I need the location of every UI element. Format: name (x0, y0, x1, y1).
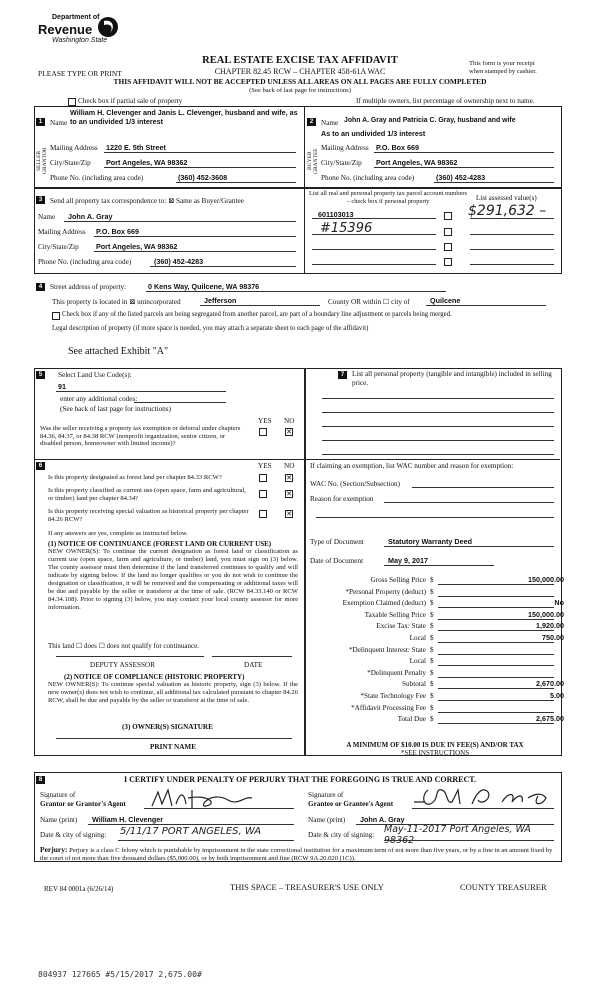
money-row-label: Local (409, 634, 426, 642)
dor-swirl-icon (96, 15, 120, 39)
multiple-owners-note: If multiple owners, list percentage of ownership next to name. (356, 97, 535, 105)
segregated-checkbox[interactable] (52, 312, 60, 320)
street-label: Street address of property: (50, 283, 127, 291)
parcel-handwritten: #15396 (320, 221, 373, 236)
rev-number: REV 84 0001a (6/26/14) (44, 885, 114, 893)
see-back-header: (See back of last page for instructions) (249, 87, 351, 94)
parcels-heading: List all real and personal property tax parcel account numbers – check box if personal property (308, 190, 468, 205)
buyer-name-label: Name (321, 119, 339, 127)
money-row-label: *State Technology Fee (360, 692, 426, 700)
grantee-name-value[interactable]: John A. Gray (360, 815, 405, 824)
current-use-no-checkbox[interactable]: ✕ (286, 490, 292, 498)
money-row-value[interactable]: 150,000.00 (528, 609, 564, 619)
money-row-value[interactable]: 150,000.00 (528, 575, 564, 584)
land-use-see-back: (See back of last page for instructions) (60, 405, 171, 413)
buyer-city-label: City/State/Zip (321, 159, 362, 167)
perjury-text: Perjury is a class C felony which is punishable by imprisonment in the state correctional institution for a maximum term of not more than five years, or by a fine in an amount fixed by the court of not more than five thousand dollars ($5,000.00), or by both imprisonment and fine (RCW 9A.20.020 (1C)). (40, 847, 553, 862)
personal-property-checkbox-2[interactable] (444, 228, 452, 236)
money-row-value[interactable]: No (554, 598, 564, 608)
money-row-dollar: $ (430, 715, 434, 724)
receipt-stamp: 804937 127665 #5/15/2017 2,675.00# (38, 970, 202, 979)
certify-text: I CERTIFY UNDER PENALTY OF PERJURY THAT THE FOREGOING IS TRUE AND CORRECT. (123, 775, 476, 784)
additional-codes-label: enter any additional codes: (60, 395, 138, 403)
money-row-value[interactable]: 2,675.00 (536, 714, 564, 724)
county-label: County OR within ☐ city of (328, 298, 410, 306)
seller-phone-value[interactable]: (360) 452-3608 (178, 173, 228, 182)
money-row-label: Local (409, 657, 426, 666)
exemption-question: Was the seller receiving a property tax exemption or deferral under chapters 84.36, 84.37, or 84.38 RCW (nonprofit organization, senior citizen, or disabled person, homeowner with limited income)? (40, 425, 241, 447)
forest-yes-checkbox[interactable] (259, 474, 267, 482)
assessed-heading: List assessed value(s) (476, 194, 537, 202)
wac-label: WAC No. (Section/Subsection) (310, 480, 401, 488)
land-use-label: Select Land Use Code(s): (58, 371, 132, 379)
exemption-no-checkbox[interactable]: ✕ (286, 428, 292, 436)
grantor-name-value[interactable]: William H. Clevenger (92, 815, 164, 824)
section-4-badge: 4 (36, 283, 45, 291)
section-7-badge: 7 (338, 371, 347, 379)
seller-phone-label: Phone No. (including area code) (50, 174, 144, 182)
corr-mail-label: Mailing Address (38, 228, 86, 236)
buyer-mail-value[interactable]: P.O. Box 669 (376, 143, 420, 152)
receipt-note-1: This form is your receipt (469, 60, 535, 67)
print-name-label: PRINT NAME (150, 743, 196, 751)
correspondence-heading: Send all property tax correspondence to: ⊠ Same as Buyer/Grantee (50, 197, 244, 205)
buyer-name-value-2[interactable]: As to an undivided 1/3 interest (321, 129, 426, 138)
county-treasurer: COUNTY TREASURER (460, 882, 547, 892)
section-1-badge: 1 (36, 118, 45, 126)
money-row-label: Subtotal (402, 680, 426, 689)
please-type: PLEASE TYPE OR PRINT (38, 69, 122, 78)
money-row-dollar: $ (430, 703, 434, 712)
washington-state: Washington State (52, 37, 108, 44)
money-row-label: Exemption Claimed (deduct) (342, 599, 426, 608)
money-row-dollar: $ (430, 668, 434, 677)
grantor-sig-label-1: Signature of (40, 791, 76, 799)
legal-description-label: Legal description of property (if more space is needed, you may attach a separate sheet to each page of the affidavit) (52, 325, 369, 332)
money-row-label: Excise Tax: State (376, 622, 426, 631)
grantee-name-label: Name (print) (308, 816, 346, 824)
s5-yes: YES (258, 417, 272, 425)
notice-continuance-body: NEW OWNER(S): To continue the current designation as forest land or classification as current use (open space, farm and agriculture, or timber) land, you must sign on (3) below. The county assessor must then determine if the land transferred continues to qualify and will indicate by signing below. If the land no longer qualifies or you do not wish to continue the designation or classification, it will be removed and the compensating or additional taxes will be due and payable by the seller or transferor at the time of sale. (RCW 84.33.140 or RCW 84.34.108). Prior to signing (3) below, you may contact your local county assessor for more information. (48, 548, 298, 611)
grantee-date-value: May-11-2017 Port Angeles, WA 98362 (384, 824, 531, 846)
money-row-label: *Affidavit Processing Fee (351, 703, 426, 712)
s5-no: NO (284, 417, 295, 425)
section-5-badge: 5 (36, 371, 45, 379)
corr-city-label: City/State/Zip (38, 243, 79, 251)
doc-type-value[interactable]: Statutory Warranty Deed (388, 537, 473, 546)
buyer-name-value[interactable]: John A. Gray and Patricia C. Gray, husband and wife (344, 117, 516, 124)
s6-yes: YES (258, 462, 272, 470)
buyer-mail-label: Mailing Address (321, 144, 369, 152)
buyer-phone-value[interactable]: (360) 452-4283 (436, 173, 486, 182)
current-use-question: Is this property classified as current use (open space, farm and agricultural, or timber) land per chapter 84.34? (48, 487, 246, 502)
minimum-note: A MINIMUM OF $10.00 IS DUE IN FEE(S) AND/OR TAX (346, 741, 524, 749)
money-row-value[interactable]: 750.00 (542, 633, 564, 642)
money-row-value[interactable]: 1,920.00 (536, 621, 564, 631)
grantor-date-label: Date & city of signing: (40, 831, 107, 839)
buyer-phone-label: Phone No. (including area code) (321, 174, 415, 182)
historic-yes-checkbox[interactable] (259, 510, 267, 518)
section-2-badge: 2 (307, 118, 316, 126)
money-row-dollar: $ (430, 680, 434, 689)
exemption-yes-checkbox[interactable] (259, 428, 267, 436)
warning-line: THIS AFFIDAVIT WILL NOT BE ACCEPTED UNLESS ALL AREAS ON ALL PAGES ARE FULLY COMPLETED (113, 77, 487, 86)
money-row-label: *Delinquent Penalty (367, 668, 426, 677)
partial-sale-checkbox[interactable] (68, 98, 76, 106)
street-value[interactable]: 0 Kens Way, Quilcene, WA 98376 (148, 282, 260, 291)
segregated-text: Check box if any of the listed parcels are being segregated from another parcel, are part of a boundary line adjustment or parcels being merged. (62, 311, 452, 318)
partial-sale-label: Check box if partial sale of property (78, 97, 183, 105)
receipt-note-2: when stamped by cashier. (469, 68, 537, 75)
owner-signature-label: (3) OWNER(S) SIGNATURE (122, 723, 213, 731)
grantor-date-value: 5/11/17 PORT ANGELES, WA (120, 826, 262, 837)
section-6-badge: 6 (36, 462, 45, 470)
seller-name-label: Name (50, 119, 68, 127)
money-row-dollar: $ (430, 657, 434, 666)
exhibit-text: See attached Exhibit "A" (68, 346, 169, 357)
revenue-logo (38, 14, 128, 54)
perjury-block (40, 846, 558, 863)
doc-date-value[interactable]: May 9, 2017 (388, 556, 428, 565)
money-row-dollar: $ (430, 587, 434, 596)
grantee-sig-label-2: Grantee or Grantee's Agent (308, 800, 394, 808)
qualify-text: This land ☐ does ☐ does not qualify for continuance. (48, 642, 199, 650)
deputy-assessor: DEPUTY ASSESSOR (90, 661, 156, 669)
money-row-dollar: $ (430, 645, 434, 654)
seller-city-value[interactable]: Port Angeles, WA 98362 (106, 158, 188, 167)
money-row-dollar: $ (430, 599, 434, 608)
seller-city-label: City/State/Zip (50, 159, 91, 167)
money-row-dollar: $ (430, 610, 434, 619)
if-yes-text: If any answers are yes, complete as instructed below. (48, 530, 188, 537)
corr-mail-value[interactable]: P.O. Box 669 (96, 227, 140, 236)
money-row-label: *Delinquent Interest: State (348, 645, 426, 654)
money-row-label: Total Due (397, 715, 426, 724)
buyer-city-value[interactable]: Port Angeles, WA 98362 (376, 158, 458, 167)
assessed-value-handwritten: $291,632 – (468, 203, 547, 219)
doc-date-label: Date of Document (310, 557, 364, 565)
money-row-dollar: $ (430, 622, 434, 631)
exemption-heading: If claiming an exemption, list WAC number and reason for exemption: (310, 462, 514, 470)
section-8-badge: 8 (36, 776, 45, 784)
buyer-side-label: BUYER GRANTEE (307, 148, 319, 174)
personal-property-checkbox-4[interactable] (444, 258, 452, 266)
personal-property-checkbox-3[interactable] (444, 243, 452, 251)
deputy-date: DATE (244, 661, 263, 669)
form-title: REAL ESTATE EXCISE TAX AFFIDAVIT (202, 55, 398, 66)
current-use-yes-checkbox[interactable] (259, 490, 267, 498)
parcel-1[interactable]: 601103013 (318, 210, 354, 219)
county-value[interactable]: Jefferson (204, 296, 237, 305)
historic-no-checkbox[interactable]: ✕ (286, 510, 292, 518)
money-row-label: *Personal Property (deduct) (345, 587, 426, 596)
notice-compliance-title: (2) NOTICE OF COMPLIANCE (HISTORIC PROPERTY) (64, 673, 245, 681)
personal-property-checkbox-1[interactable] (444, 212, 452, 220)
treasurer-only: THIS SPACE – TREASURER'S USE ONLY (230, 882, 384, 892)
corr-name-label: Name (38, 213, 56, 221)
money-row-dollar: $ (430, 576, 434, 584)
grantee-date-label: Date & city of signing: (308, 831, 375, 839)
section-3-badge: 3 (36, 196, 45, 204)
city-value[interactable]: Quilcene (430, 296, 461, 305)
dept-of: Department of (52, 14, 100, 21)
seller-name-value[interactable]: William H. Clevenger and Janis L. Clevenger, husband and wife, as to an undivided 1/3 interest (70, 108, 298, 126)
historic-question: Is this property receiving special valuation as historical property per chapter 84.26 RCW? (48, 508, 249, 523)
perjury-title: Perjury: (40, 845, 68, 854)
grantee-signature (412, 784, 552, 810)
revenue-word: Revenue (38, 22, 93, 37)
seller-mail-label: Mailing Address (50, 144, 98, 152)
money-row-value[interactable]: 5.00 (550, 691, 564, 700)
form-subtitle: CHAPTER 82.45 RCW – CHAPTER 458-61A WAC (214, 67, 386, 76)
notice-continuance-title: (1) NOTICE OF CONTINUANCE (FOREST LAND OR CURRENT USE) (48, 540, 272, 548)
money-row-label: Gross Selling Price (370, 576, 426, 584)
personal-property-heading: List all personal property (tangible and intangible) included in selling price. (352, 370, 552, 387)
money-row-value[interactable]: 2,670.00 (536, 679, 564, 689)
grantor-sig-label-2: Grantor or Grantor's Agent (40, 800, 126, 808)
forest-no-checkbox[interactable]: ✕ (286, 474, 292, 482)
forest-question: Is this property designated as forest land per chapter 84.33 RCW? (48, 474, 222, 481)
money-row-dollar: $ (430, 634, 434, 642)
grantor-signature (148, 786, 258, 810)
seller-side-label: SELLER GRANTOR (36, 147, 48, 175)
doc-type-label: Type of Document (310, 538, 364, 546)
corr-name-value[interactable]: John A. Gray (68, 212, 113, 221)
grantee-sig-label-1: Signature of (308, 791, 344, 799)
money-row-label: Taxable Selling Price (364, 610, 426, 619)
located-text: This property is located in ⊠ unincorporated (52, 298, 181, 306)
see-instructions: *SEE INSTRUCTIONS (400, 749, 470, 757)
corr-city-value[interactable]: Port Angeles, WA 98362 (96, 242, 178, 251)
grantor-name-label: Name (print) (40, 816, 78, 824)
corr-phone-value[interactable]: (360) 452-4283 (154, 257, 204, 266)
reason-label: Reason for exemption (310, 495, 374, 503)
corr-phone-label: Phone No. (including area code) (38, 258, 132, 266)
seller-mail-value[interactable]: 1220 E. 5th Street (106, 143, 166, 152)
money-row-dollar: $ (430, 692, 434, 700)
land-use-code[interactable]: 91 (58, 382, 66, 391)
notice-compliance-body: NEW OWNER(S): To continue special valuation as historic property, sign (3) below. If the new owner(s) does not wish to continue, all additional tax calculated pursuant to chapter 84.26 RCW, shall be due and payable by the seller or transferor at the time of sale. (48, 681, 298, 704)
s6-no: NO (284, 462, 295, 470)
